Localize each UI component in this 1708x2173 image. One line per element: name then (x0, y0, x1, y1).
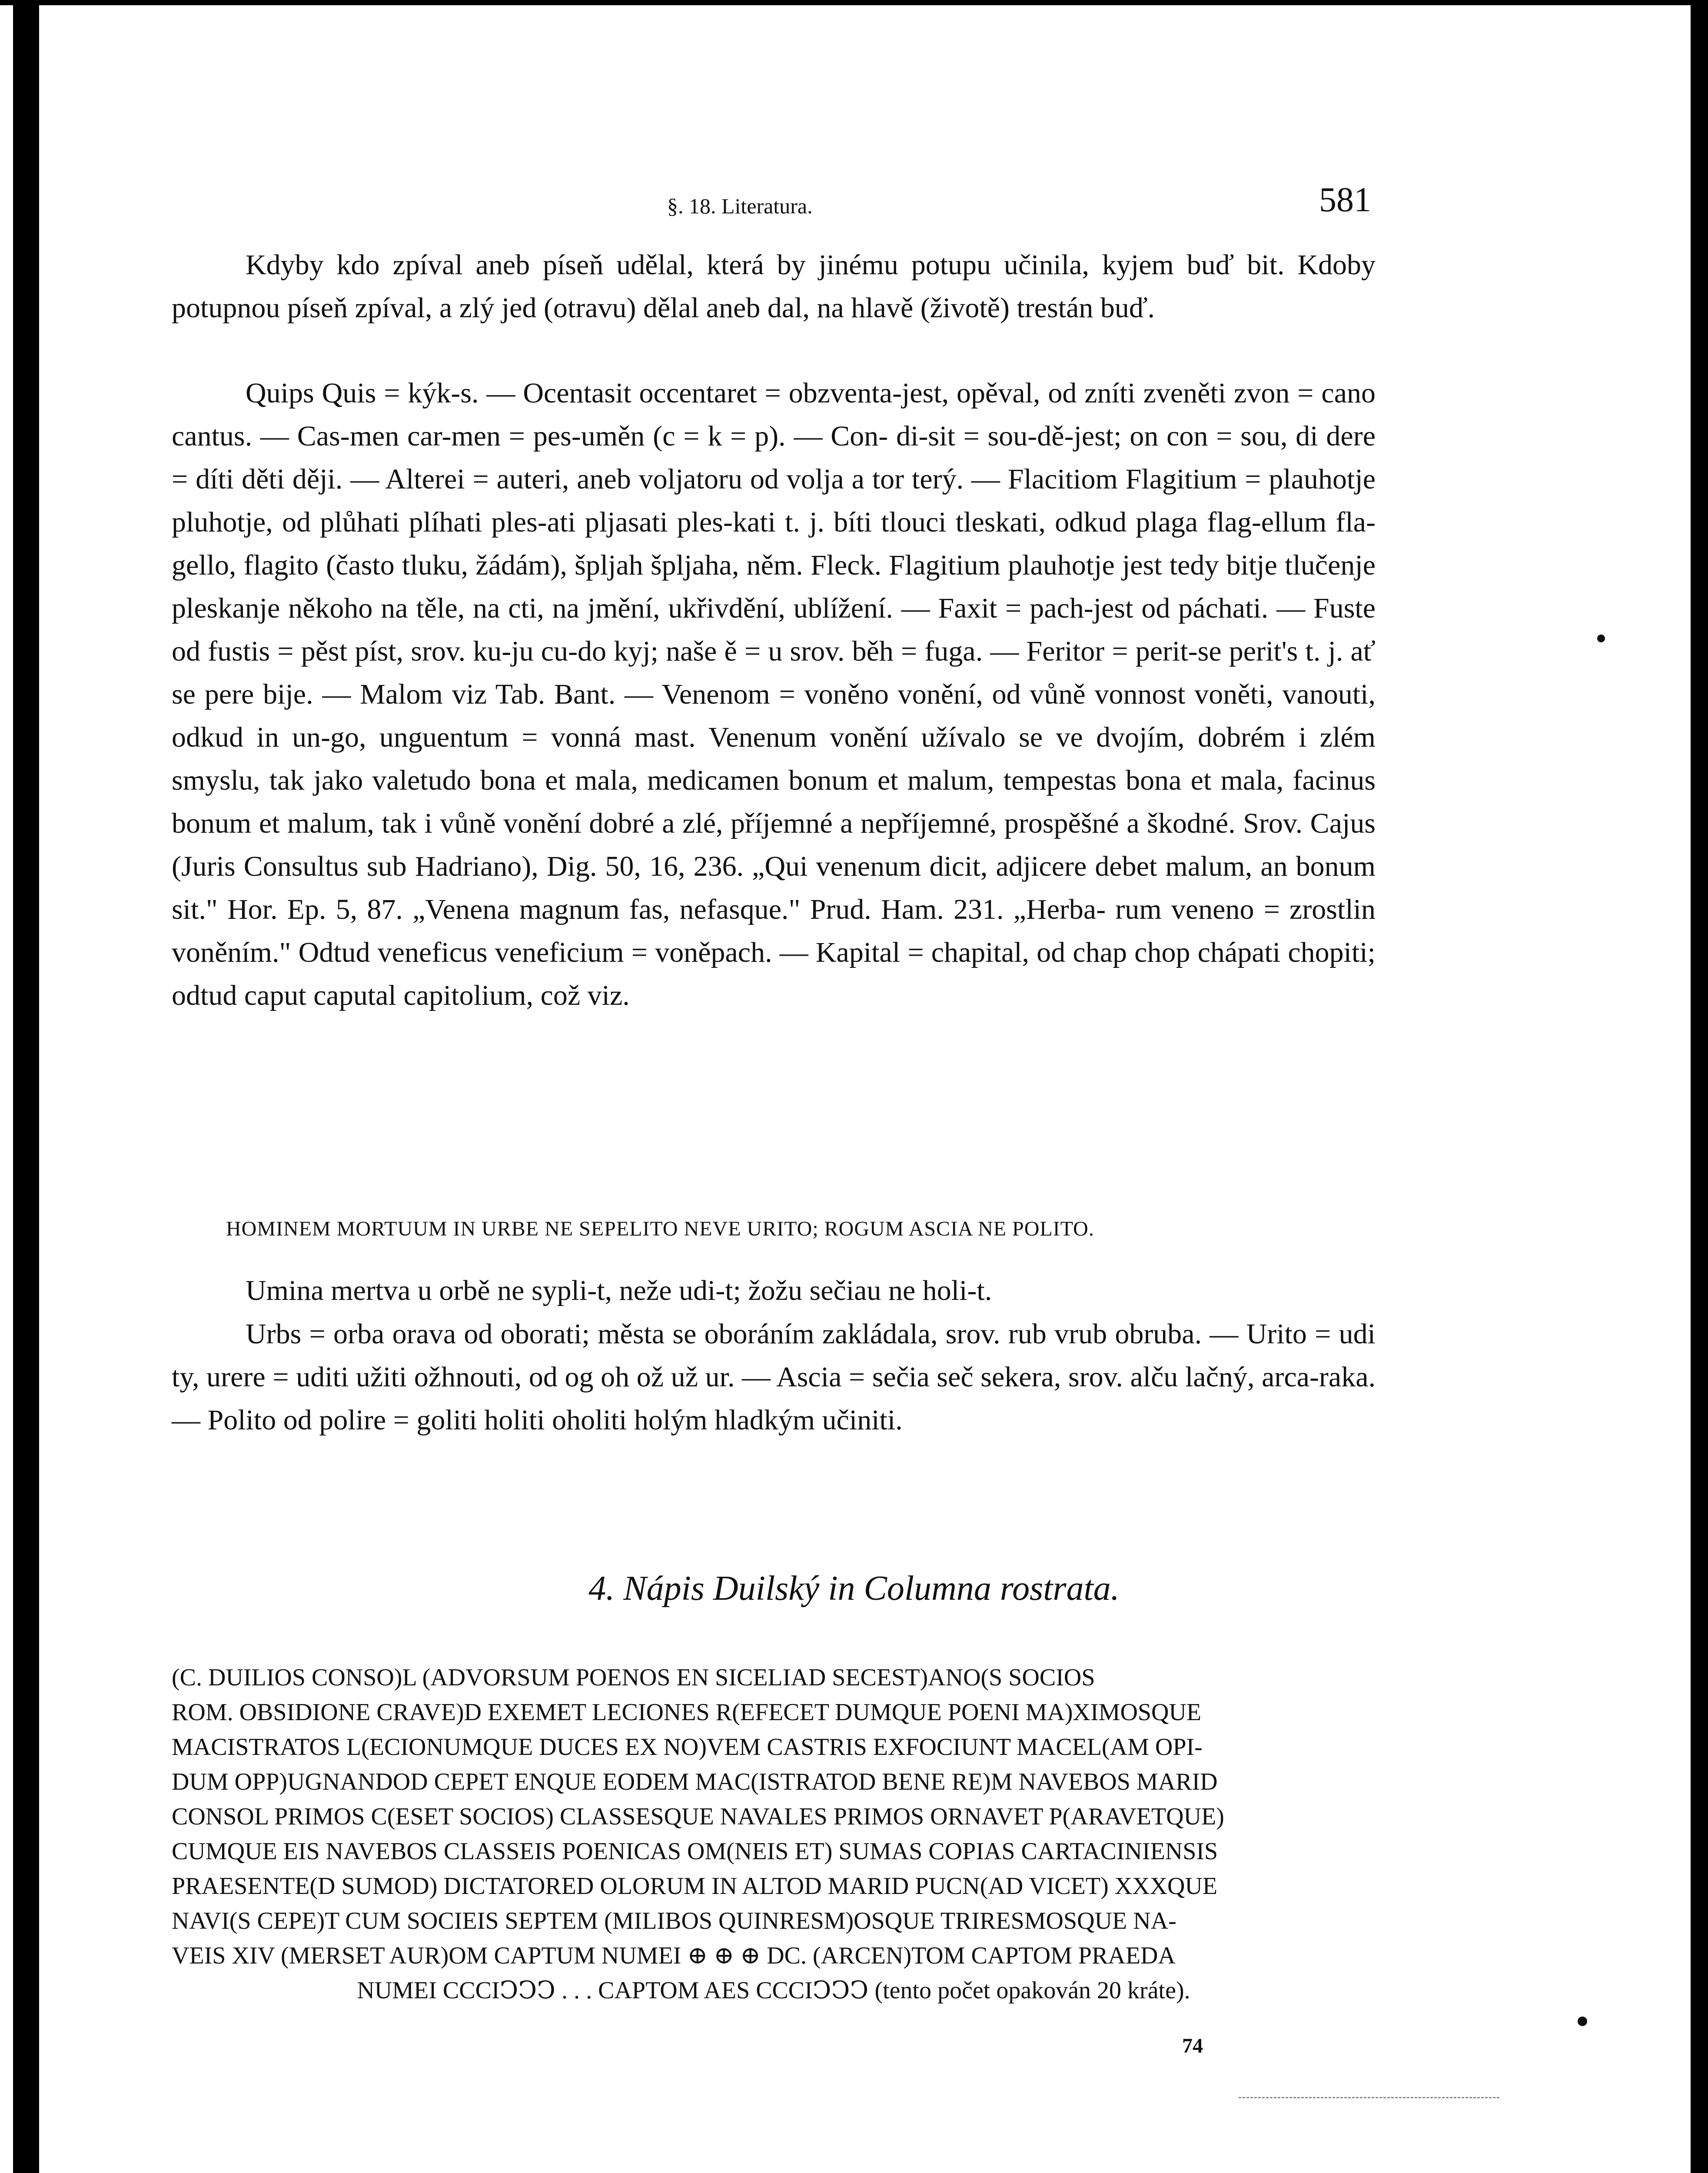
paragraph-2-line: a zlé, příjemné a nepříjemné, prospěšné a škodné. Srov. Cajus (Juris Consultus sub (172, 807, 1376, 882)
paragraph-2-line: gello, flagito (často tluku, žádám), špljah šplјaha, něm. Fleck. Flagitium plauhotje (172, 549, 1115, 581)
paragraph-4-line: obruba. — Urito = udi ty, urere = uditi užiti ožhnouti, od og oh ož už ur. — Ascia = (172, 1318, 1376, 1393)
paragraph-2-line: chapital, od chap chop chápati chopiti; odtud caput caputal capitolium, což viz. (172, 937, 1376, 1011)
paragraph-2-line: vanouti, odkud in un-go, unguentum = vonná mast. Venenum vonění užívalo se ve (172, 678, 1376, 753)
paragraph-4-line: oholiti holým hladkým učiniti. (552, 1404, 903, 1436)
scan-artifact-line (1239, 2097, 1499, 2100)
paragraph-2-line: dvojím, dobrém i zlém smyslu, tak jako valetudo bona et mala, medicamen bonum (172, 721, 1376, 796)
paragraph-4-line: Urbs = orba orava od oborati; města se oboráním zakládala, srov. rub vrub (246, 1318, 1107, 1350)
paragraph-2-line: kyj; naše ě = u srov. běh = fuga. — Feritor = perit-se perit's t. j. ať se pere bije. — (172, 635, 1376, 710)
paragraph-2-line: rum veneno = zrostlin voněním." Odtud veneficus veneficium = voněpach. — Kapital = (172, 894, 1376, 968)
paragraph-2-line: di-sit = sou-dě-jest; on con = sou, di dere = díti děti ději. — Alterei = auteri, aneb (172, 420, 1376, 495)
inscription-line: DUM OPP)UGNANDOD CEPET ENQUE EODEM MAC(ISTRATOD BENE RE)M NAVEBOS MARID (172, 1768, 1218, 1795)
paragraph-1-line: bit. Kdoby potupnou píseň zpíval, a zlý jed (otravu) dělal aneb dal, na hlavě (životě) (172, 249, 1376, 324)
page-header (667, 180, 1371, 233)
paragraph-2-line: sit." Hor. Ep. 5, 87. „Venena magnum fas, nefasque." Prud. Ham. 231. „Herba- (172, 894, 1106, 925)
paragraph-2-line: — Faxit = pach-jest od páchati. — Fuste od fustis = pěst píst, srov. ku-ju cu-do (172, 592, 1376, 667)
inscription-line: CONSOL PRIMOS C(ESET SOCIOS) CLASSESQUE NAVALES PRIMOS ORNAVET P(ARAVETQUE) (172, 1803, 1224, 1830)
inscription-line: PRAESENTE(D SUMOD) DICTATORED OLORUM IN ALTOD MARID PUCN(AD VICET) XXXQUE (172, 1873, 1218, 1900)
paragraph-3-text: Umina mertva u orbě ne sypli-t, neže udi-t; žožu sečiau ne holi-t. (246, 1275, 992, 1306)
inscription-block (172, 1660, 1376, 2008)
inscription-line: CUMQUE EIS NAVEBOS CLASSEIS POENICAS OM(NEIS ET) SUMAS COPIAS CARTACINIENSIS (172, 1838, 1218, 1865)
paragraph-4-line: sečia seč sekera, srov. alču lačný, arca-raka. — Polito od polire = goliti holiti (172, 1361, 1376, 1436)
inscription-line: MACISTRATOS L(ECIONUMQUE DUCES EX NO)VEM CASTRIS EXFOCIUNT MACEL(AM OPI- (172, 1734, 1203, 1761)
paragraph-3 (172, 1269, 1376, 1312)
running-title: §. 18. Literatura. (667, 194, 813, 218)
inscription-last-line: NUMEI CCCIↃↃↃ . . . CAPTOM AES CCCIↃↃↃ (tento počet opakován 20 kráte). (357, 1977, 1190, 2004)
inscription-line: VEIS XIV (MERSET AUR)OM CAPTUM NUMEI ⊕ ⊕ ⊕ DC. (ARCEN)TOM CAPTOM PRAEDA (172, 1942, 1176, 1969)
paragraph-1-line: trestán buď. (1017, 292, 1155, 324)
paragraph-2-line: voljatoru od volja a tor terý. — Flacitiom Flagitium = plauhotje pluhotje, od plůhati (172, 463, 1376, 538)
paragraph-2-line: jest tedy bitje tlučenje pleskanje někoho na těle, na cti, na jmění, ukřivdění, ublížení. (172, 549, 1376, 624)
paragraph-2 (172, 372, 1376, 1017)
inscription-line: (C. DUILIOS CONSO)L (ADVORSUM POENOS EN SICELIAD SECEST)ANO(S SOCIOS (172, 1664, 1095, 1691)
paragraph-2-line: zveněti zvon = cano cantus. — Cas-men car-men = pes-uměn (c = k = p). — Con- (172, 377, 1376, 452)
inscription-line: ROM. OBSIDIONE CRAVE)D EXEMET LECIONES R(EFECET DUMQUE POENI MA)XIMOSQUE (172, 1699, 1202, 1726)
paragraph-4 (172, 1312, 1376, 1442)
paragraph-2-line: Hadriano), Dig. 50, 16, 236. „Qui venenum dicit, adjicere debet malum, an bonum (415, 851, 1376, 882)
paragraph-2-line: Quips Quis = kýk-s. — Ocentasit occentaret = obzventa-jest, opěval, od zníti (246, 377, 1136, 409)
section-title: 4. Nápis Duilský in Columna rostrata. (588, 1569, 1120, 1608)
paragraph-1-line: Kdyby kdo zpíval aneb píseň udělal, která by jinému potupu učinila, kyjem buď (246, 249, 1234, 281)
inscription-line: NAVI(S CEPE)T CUM SOCIEIS SEPTEM (MILIBOS QUINRESM)OSQUE TRIRESMOSQUE NA- (172, 1907, 1176, 1934)
latin-law-heading: HOMINEM MORTUUM IN URBE NE SEPELITO NEVE URITO; ROGUM ASCIA NE POLITO. (226, 1217, 1094, 1240)
ink-spot (1597, 635, 1605, 642)
paragraph-2-line: et malum, tempestas bona et mala, facinus bonum et malum, tak i vůně vonění dobré (172, 764, 1376, 839)
paragraph-1 (172, 243, 1376, 329)
paragraph-2-line: Malom viz Tab. Bant. — Venenom = voněno vonění, od vůně vonnost voněti, (360, 678, 1273, 710)
page-number: 581 (1319, 181, 1371, 219)
paragraph-2-line: plíhati ples-ati pljasati ples-kati t. j. bíti tlouci tleskati, odkud plaga flag-ellum fla- (409, 506, 1376, 538)
sheet-signature: 74 (1182, 2034, 1203, 2057)
ink-spot (1578, 2017, 1587, 2026)
